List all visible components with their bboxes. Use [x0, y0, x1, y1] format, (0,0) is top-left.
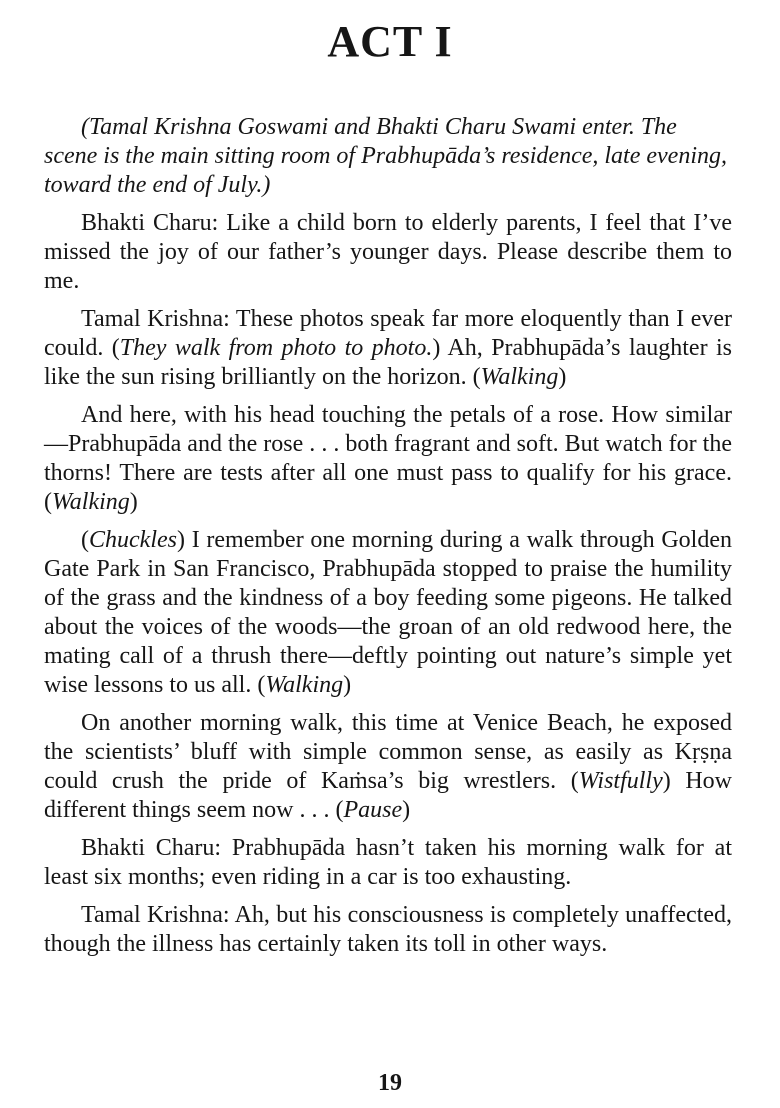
text-run: And here, with his head touching the petals of a rose. How similar—Prabhupāda and the rose . . . both fragrant and soft. But watch for the thorns! There are tests after all one must pass to qualify for his grace. (: [44, 402, 732, 515]
dialogue-paragraph: [44, 401, 732, 517]
text-run: ): [343, 672, 352, 698]
text-run: On another morning walk, this time at Venice Beach, he exposed the scientists’ bluff with simple common sense, as easily as Kṛṣṇa could crush the pride of Kaṁsa’s big wrestlers. (: [44, 710, 732, 794]
act-title: ACT I: [327, 17, 453, 66]
text-run: ): [558, 364, 567, 390]
dialogue-paragraph: [44, 305, 732, 392]
dialogue-paragraph: [44, 209, 732, 296]
text-run: ) Ah, Prabhupāda’s laughter is like the sun rising brilliantly on the horizon. (: [44, 335, 733, 390]
page-number: 19: [378, 1070, 402, 1096]
text-run: ): [129, 489, 138, 515]
text-run: (: [81, 527, 89, 553]
text-run: Bhakti Charu: Like a child born to elderly parents, I feel that I’ve missed the joy of our father’s younger days. Please describe them to me.: [44, 210, 732, 294]
play-text: [44, 113, 732, 968]
text-run: ) I remember one morning during a walk through Golden Gate Park in San Francisco, Prabhupāda stopped to praise the humility of the grass and the kindness of a boy feeding some pigeons. He talked about the voices of the woods—the groan of an old redwood here, the mating call of a thrush there—deftly pointing out nature’s simple yet wise lessons to us all. (: [44, 527, 732, 698]
dialogue-paragraph: [44, 901, 732, 959]
text-run: Tamal Krishna: These photos speak far more eloquently than I ever could. (: [44, 306, 732, 361]
text-run: Bhakti Charu: Prabhupāda hasn’t taken his morning walk for at least six months; even riding in a car is too exhausting.: [44, 835, 732, 890]
italic-run: Walking: [52, 489, 130, 515]
italic-run: Walking: [480, 364, 559, 390]
dialogue-paragraph: [44, 709, 732, 825]
italic-run: Chuckles: [89, 527, 177, 553]
text-run: ): [402, 797, 411, 823]
dialogue-paragraph: [44, 526, 732, 700]
italic-run: Pause: [343, 797, 403, 823]
text-run: ) How different things seem now . . . (: [44, 768, 732, 823]
text-run: (Tamal Krishna Goswami and Bhakti Charu Swami enter. The scene is the main sitting room of Prabhupāda’s residence, late evening, toward the end of July.): [44, 114, 728, 198]
italic-run: They walk from photo to photo.: [119, 335, 433, 361]
italic-run: Walking: [265, 672, 344, 698]
stage-direction-paragraph: [44, 113, 732, 200]
italic-run: Wistfully: [578, 768, 663, 794]
text-run: Tamal Krishna: Ah, but his consciousness is completely unaffected, though the illness has certainly taken its toll in other ways.: [44, 902, 732, 957]
dialogue-paragraph: [44, 834, 732, 892]
